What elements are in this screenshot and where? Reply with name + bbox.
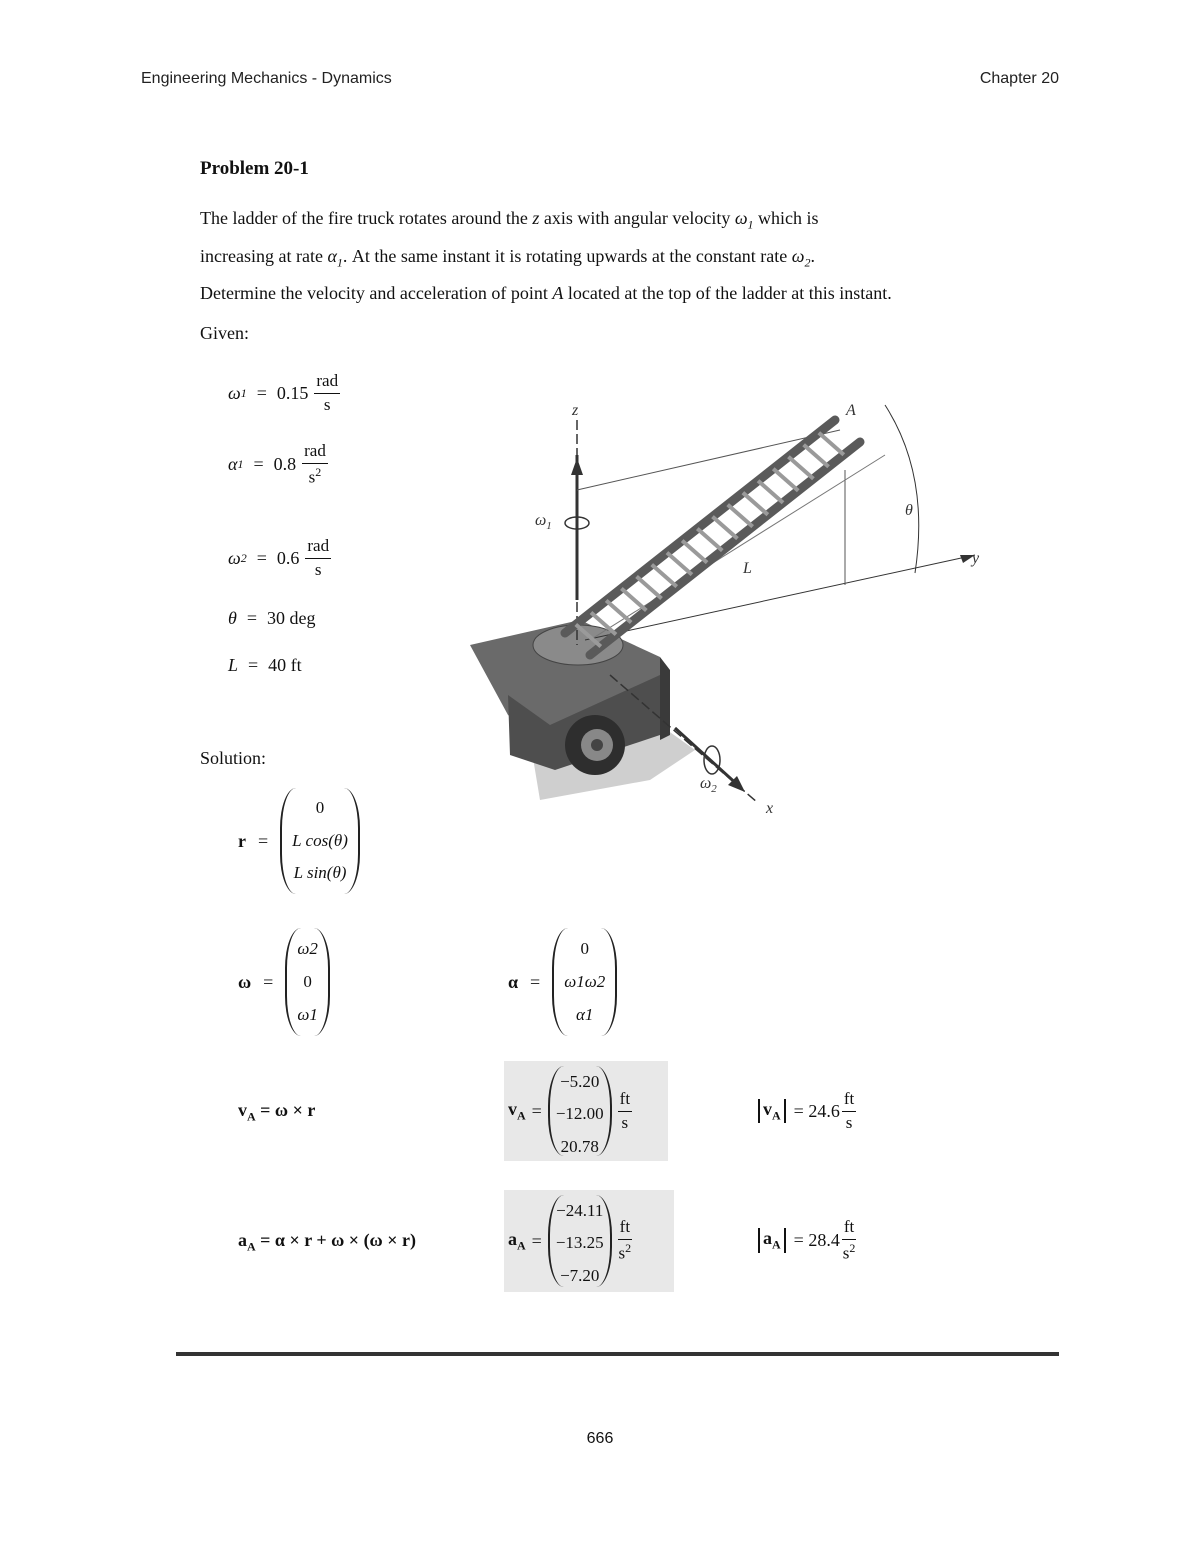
theta-arc (885, 405, 919, 573)
given-L: L = 40 ft (228, 655, 302, 675)
running-header-title: Engineering Mechanics - Dynamics (141, 70, 392, 87)
alpha-vector-definition: α = 0 ω1ω2 α1 (508, 928, 617, 1036)
running-header-chapter: Chapter 20 (979, 70, 1059, 87)
ladder-rung (819, 433, 844, 455)
ladder-rung (667, 553, 692, 575)
problem-statement (200, 203, 1020, 309)
vA-result-matrix: −5.20 −12.00 20.78 (548, 1066, 612, 1156)
label-L: L (743, 560, 752, 577)
label-x: x (766, 800, 774, 817)
ladder-rail-left (565, 420, 835, 633)
ladder-rung (712, 517, 737, 539)
omega1-arrowhead (571, 458, 583, 475)
statement-line-1: The ladder of the fire truck rotates around the z axis with angular velocity $\omega_1$ which is (200, 208, 819, 232)
aA-result: $a_A$ = −24.11 −13.25 −7.20 $\frac{ft}{s^2}$ (504, 1190, 674, 1292)
r-vector-definition: r = 0 L cos(θ) L sin(θ) (238, 788, 360, 894)
given-omega2: ω 2 = 0.6 $\frac{\text{rad}}{s}$ (228, 536, 330, 579)
label-omega1: $\omega_1$ (535, 512, 552, 532)
solution-label: Solution: (200, 748, 267, 768)
ladder-rung (652, 565, 677, 587)
ladder-rung (637, 577, 662, 599)
given-label: Given: (200, 323, 249, 343)
omega-vector-definition: ω = ω2 0 ω1 (238, 928, 330, 1036)
given-theta: θ = 30 deg (228, 608, 316, 628)
ladder-rung (621, 589, 646, 611)
label-theta: θ (905, 502, 913, 519)
statement-line-2: increasing at rate $\alpha_1$. At the same instant it is rotating upwards at the constant rate $\omega_2$. (200, 245, 816, 270)
page-number: 666 (586, 1430, 614, 1447)
label-omega2: $\omega_2$ (700, 775, 717, 795)
construction-line-top (577, 430, 840, 490)
ladder-rung (728, 505, 753, 527)
ladder-rung (697, 529, 722, 551)
footer-rule (176, 1352, 1059, 1356)
ladder-rung (758, 481, 783, 503)
given-omega1: ω 1 = 0.15 $\frac{\text{rad}}{s}$ (228, 371, 339, 414)
ladder-rung (682, 541, 707, 563)
statement-line-3: Determine the velocity and acceleration of point A located at the top of the ladder at this instant. (200, 283, 892, 304)
length-line-L (590, 455, 885, 640)
aA-magnitude: $a_A$ = 28.4 $\frac{ft}{s^2}$ (758, 1218, 856, 1263)
aA-result-matrix: −24.11 −13.25 −7.20 (548, 1195, 612, 1287)
label-y: y (972, 550, 980, 567)
wheel-hub-center (591, 739, 603, 751)
ladder-rung (804, 445, 829, 467)
aA-formula: $a_A = \alpha \times r + \omega \times (\omega \times r)$ (238, 1230, 416, 1254)
vA-magnitude: $v_A$ = 24.6 $\frac{ft}{s}$ (758, 1090, 856, 1132)
problem-title: Problem 20-1 (200, 158, 309, 179)
label-z: z (572, 402, 579, 419)
ladder-rung (773, 469, 798, 491)
ladder-rungs (576, 433, 844, 647)
ladder-rung (743, 493, 768, 515)
ladder-rung (788, 457, 813, 479)
label-A: A (846, 402, 856, 419)
omega-vector-matrix: ω2 0 ω1 (285, 928, 330, 1036)
alpha-vector-matrix: 0 ω1ω2 α1 (552, 928, 617, 1036)
ladder-rung (606, 601, 631, 623)
given-alpha1: α 1 = 0.8 $\frac{\text{rad}}{s^2}$ (228, 441, 326, 487)
truck-rear (660, 657, 670, 740)
fire-truck-ladder-figure (460, 395, 1000, 825)
r-vector-matrix: 0 L cos(θ) L sin(θ) (280, 788, 360, 894)
vA-formula: $v_A = \omega \times r$ (238, 1100, 316, 1124)
vA-result: $v_A$ = −5.20 −12.00 20.78 $\frac{ft}{s}$ (504, 1061, 668, 1161)
